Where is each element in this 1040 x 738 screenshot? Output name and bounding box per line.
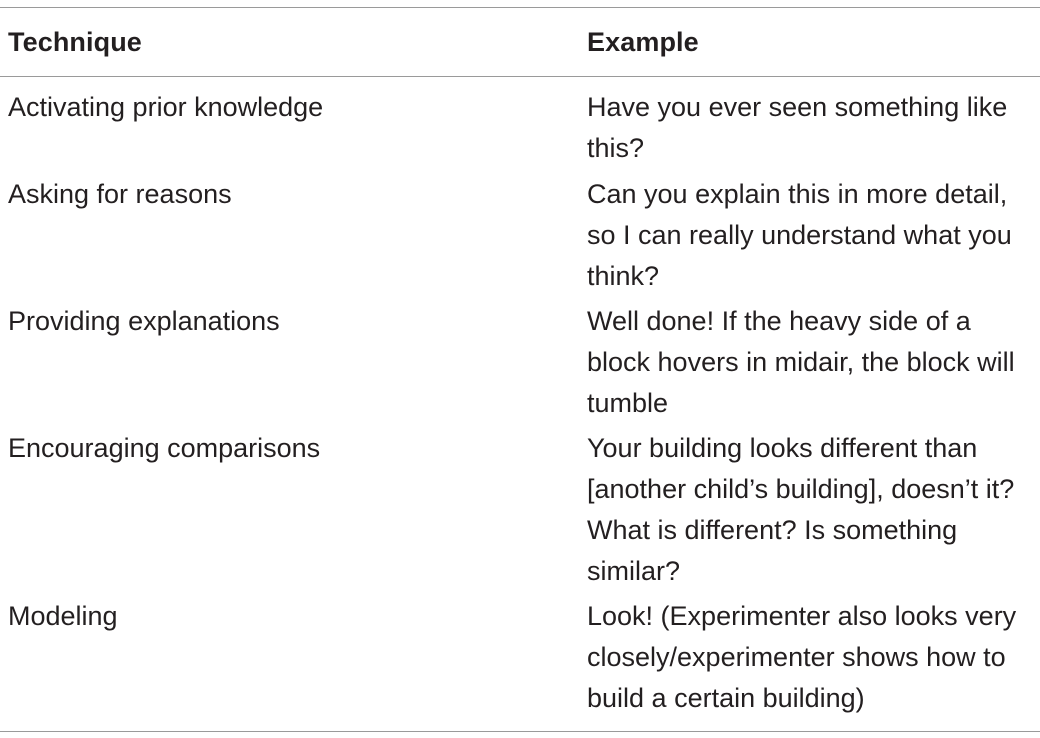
table-row xyxy=(0,87,1040,169)
cell-technique: Encouraging comparisons xyxy=(8,433,321,463)
header-example: Example xyxy=(587,26,699,57)
example-line: [another child’s building], doesn’t it? xyxy=(587,474,1015,504)
example-line: closely/experimenter shows how to xyxy=(587,642,1006,672)
example-line: think? xyxy=(587,261,660,291)
cell-example xyxy=(587,174,1039,297)
cell-technique: Modeling xyxy=(8,601,118,631)
cell-example xyxy=(587,301,1039,424)
techniques-table xyxy=(0,7,1040,732)
header-technique: Technique xyxy=(8,26,142,57)
table-header-row xyxy=(0,8,1040,76)
example-line: similar? xyxy=(587,556,681,586)
example-line: Can you explain this in more detail, xyxy=(587,179,1008,209)
example-line: Well done! If the heavy side of a xyxy=(587,306,971,336)
example-line: Have you ever seen something like xyxy=(587,92,1008,122)
table-row xyxy=(0,596,1040,719)
example-line: this? xyxy=(587,133,645,163)
example-line: Your building looks different than xyxy=(587,433,978,463)
cell-example xyxy=(587,596,1039,719)
example-line: block hovers in midair, the block will xyxy=(587,347,1015,377)
table-row xyxy=(0,428,1040,592)
example-line: build a certain building) xyxy=(587,683,865,713)
table-row xyxy=(0,174,1040,297)
example-line: What is different? Is something xyxy=(587,515,958,545)
example-line: so I can really understand what you xyxy=(587,220,1012,250)
example-line: tumble xyxy=(587,388,669,418)
example-line: Look! (Experimenter also looks very xyxy=(587,601,1017,631)
cell-technique: Asking for reasons xyxy=(8,179,232,209)
table-body xyxy=(0,77,1040,731)
cell-example xyxy=(587,428,1039,592)
cell-technique: Activating prior knowledge xyxy=(8,92,324,122)
cell-example xyxy=(587,87,1039,169)
table-row xyxy=(0,301,1040,424)
bottom-rule xyxy=(0,731,1040,732)
cell-technique: Providing explanations xyxy=(8,306,280,336)
